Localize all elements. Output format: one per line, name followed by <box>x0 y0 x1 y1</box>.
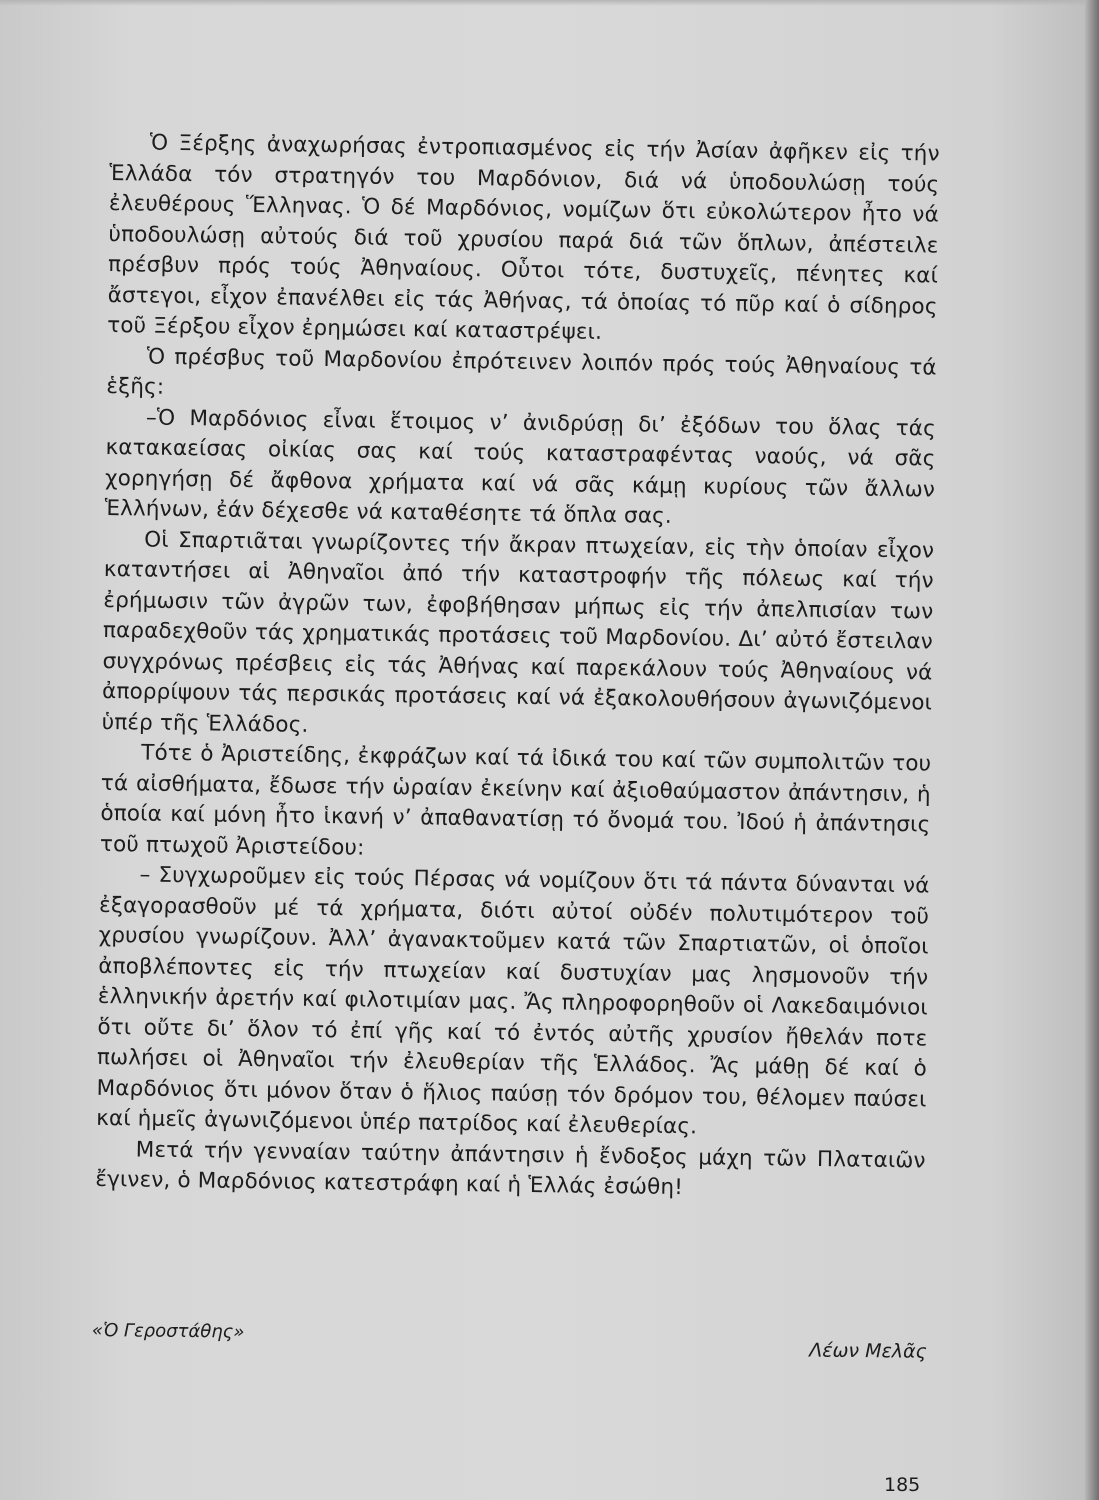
author-name: Λέων Μελᾶς <box>809 1339 927 1363</box>
paragraph-conclusion: Μετά τήν γενναίαν ταύτην ἀπάντησιν ἡ ἔνδοξος μάχη τῶν Πλαταιῶν ἔγινεν, ὁ Μαρδόνιος κατεστράφη καί ἡ Ἑλλάς ἐσώθη! <box>95 1136 926 1201</box>
page-number: 185 <box>884 1474 921 1496</box>
paragraph-xerxes: Ὁ Ξέρξης ἀναχωρήσας ἐντροπιασμένος εἰς τήν Ἀσίαν ἀφῆκεν εἰς τήν Ἑλλάδα τόν στρατηγόν του Μαρδόνιον, διά νά ὑποδουλώσῃ τούς ἐλευθέρους Ἕλληνας. Ὁ δέ Μαρδόνιος, νομίζων ὅτι εὐκολώτερον ἦτο νά ὑποδουλώσῃ αὐτούς διά τοῦ χρυσίου παρά διά τῶν ὅπλων, ἀπέστειλε πρέσβυν πρός τούς Ἀθηναίους. Οὗτοι τότε, δυστυχεῖς, πένητες καί ἄστεγοι, εἶχον ἐπανέλθει εἰς τάς Ἀθήνας, τά ὁποίας τό πῦρ καί ὁ σίδηρος τοῦ Ξέρξου εἶχον ἐρημώσει καί καταστρέψει. <box>107 130 940 345</box>
paragraph-spartans: Οἱ Σπαρτιᾶται γνωρίζοντες τήν ἄκραν πτωχείαν, εἰς τὴν ὁποίαν εἶχον καταντήσει αἱ Ἀθηναῖοι ἀπό τήν καταστροφήν τῆς πόλεως καί τήν ἐρήμωσιν τῶν ἀγρῶν των, ἐφοβήθησαν μήπως εἰς τήν ἀπελπισίαν των παραδεχθοῦν τάς χρηματικάς προτάσεις τοῦ Μαρδονίου. Δι’ αὐτό ἔστειλαν συγχρόνως πρέσβεις εἰς τάς Ἀθήνας καί παρεκάλουν τούς Ἀθηναίους νά ἀπορρίψουν τάς περσικάς προτάσεις καί νά ἐξακολουθήσουν ἀγωνιζόμενοι ὑπέρ τῆς Ἑλλάδος. <box>101 527 935 738</box>
source-title: «Ὁ Γεροστάθης» <box>91 1320 245 1343</box>
body-text <box>95 128 940 1207</box>
attribution <box>92 1320 927 1369</box>
paragraph-envoy-speech: –Ὁ Μαρδόνιος εἶναι ἕτοιμος ν’ ἀνιδρύσῃ δι’ ἐξόδων του ὅλας τάς κατακαείσας οἰκίας σας καί τούς καταστραφέντας ναούς, νά σᾶς χορηγήσῃ δέ ἄφθονα χρήματα καί νά σᾶς κάμῃ κυρίους τῶν ἄλλων Ἑλλήνων, ἐάν δέχεσθε νά καταθέσητε τά ὅπλα σας. <box>104 405 937 529</box>
page-binding-edge <box>1085 0 1099 1500</box>
page-top-shadow <box>0 0 1099 6</box>
paragraph-aristides-reply: – Συγχωροῦμεν εἰς τούς Πέρσας νά νομίζουν ὅτι τά πάντα δύνανται νά ἐξαγορασθοῦν μέ τά χρήματα, διότι αὐτοί οὐδέν πολυτιμότερον τοῦ χρυσίου γνωρίζουν. Ἀλλ’ ἀγανακτοῦμεν κατά τῶν Σπαρτιατῶν, οἱ ὁποῖοι ἀποβλέποντες εἰς τήν πτωχείαν καί δυστυχίαν μας λησμονοῦν τήν ἑλληνικήν ἀρετήν καί φιλοτιμίαν μας. Ἄς πληροφορηθοῦν οἱ Λακεδαιμόνιοι ὅτι οὔτε δι’ ὅλον τό ἐπί γῆς καί τό ἐντός αὐτῆς χρυσίον ἤθελάν ποτε πωλήσει οἱ Ἀθηναῖοι τήν ἐλευθερίαν τῆς Ἑλλάδος. Ἄς μάθῃ δέ καί ὁ Μαρδόνιος ὅτι μόνον ὅταν ὁ ἥλιος παύσῃ τόν δρόμον του, θέλομεν παύσει καί ἡμεῖς ἀγωνιζόμενοι ὑπέρ πατρίδος καί ἐλευθερίας. <box>95 862 930 1140</box>
paragraph-aristides: Τότε ὁ Ἀριστείδης, ἐκφράζων καί τά ἰδικά του καί τῶν συμπολιτῶν του τά αἰσθήματα, ἔδωσε τήν ὡραίαν ἐκείνην καί ἀξιοθαύμαστον ἀπάντησιν, ἡ ὁποία καί μόνη ἦτο ἱκανή ν’ ἀπαθανατίσῃ τό ὄνομά του. Ἰδού ἡ ἀπάντησις τοῦ πτωχοῦ Ἀριστείδου: <box>99 740 932 861</box>
paragraph-envoy: Ὁ πρέσβυς τοῦ Μαρδονίου ἐπρότεινεν λοιπόν πρός τούς Ἀθηναίους τά ἑξῆς: <box>106 344 937 400</box>
